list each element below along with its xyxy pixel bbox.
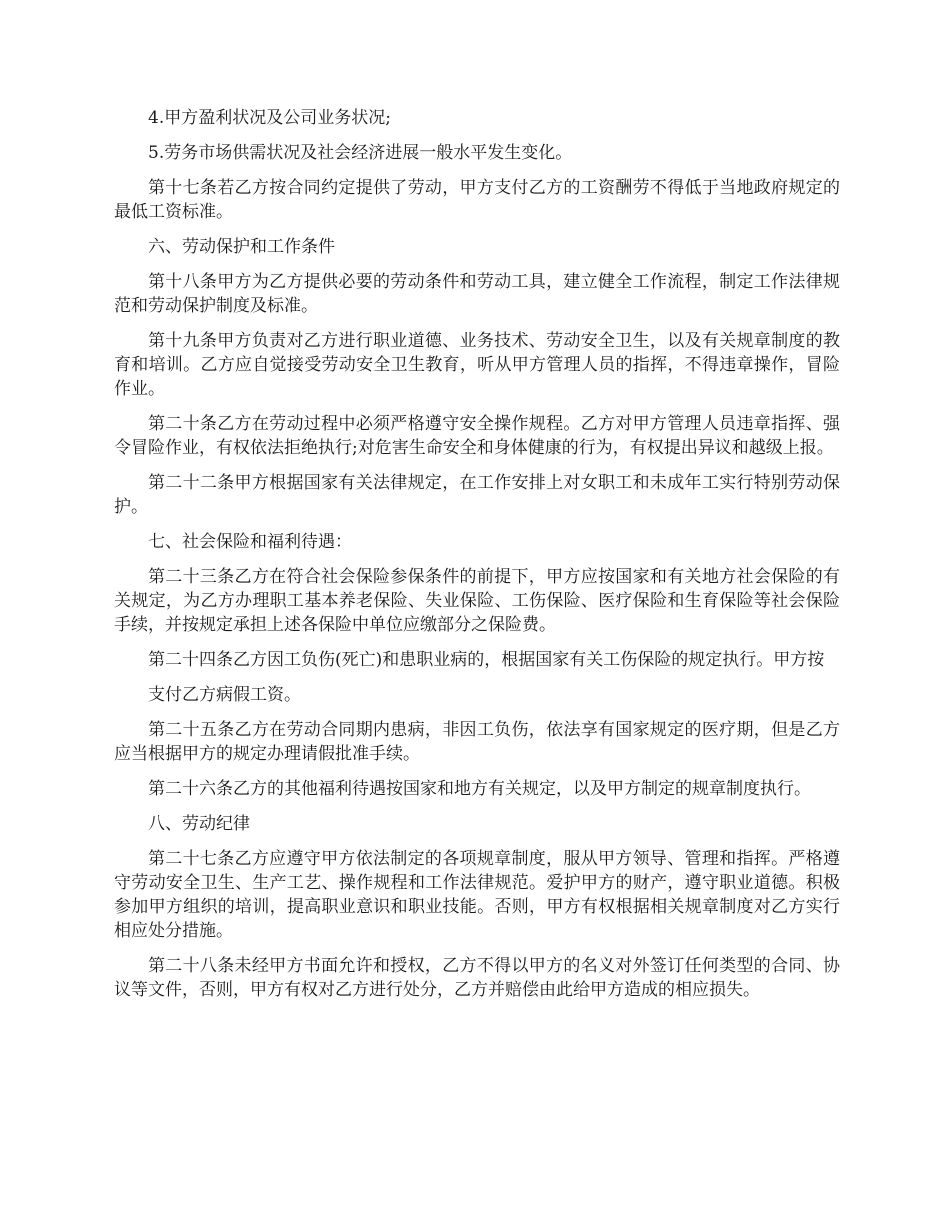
paragraph-article-18: 第十八条甲方为乙方提供必要的劳动条件和劳动工具，建立健全工作流程，制定工作法律规范和劳动保护制度及标准。 — [114, 272, 840, 316]
paragraph-income-status: 4.甲方盈利状况及公司业务状况; — [148, 108, 391, 128]
section-heading-social-insurance: 七、社会保险和福利待遇： — [148, 532, 352, 552]
section-heading-labor-discipline: 八、劳动纪律 — [148, 814, 250, 834]
paragraph-article-19: 第十九条甲方负责对乙方进行职业道德、业务技术、劳动安全卫生，以及有关规章制度的教育和培训。乙方应自觉接受劳动安全卫生教育，听从甲方管理人员的指挥，不得违章操作，冒险作业。 — [114, 331, 840, 399]
document-body — [114, 106, 840, 1013]
paragraph-sick-pay: 支付乙方病假工资。 — [148, 685, 301, 705]
paragraph-article-27: 第二十七条乙方应遵守甲方依法制定的各项规章制度，服从甲方领导、管理和指挥。严格遵守劳动安全卫生、生产工艺、操作规程和工作法律规范。爱护甲方的财产，遵守职业道德。积极参加甲方组织的培训，提高职业意识和职业技能。否则，甲方有权根据相关规章制度对乙方实行相应处分措施。 — [114, 849, 840, 941]
paragraph-article-17: 第十七条若乙方按合同约定提供了劳动，甲方支付乙方的工资酬劳不得低于当地政府规定的最低工资标准。 — [114, 178, 840, 222]
paragraph-labor-market: 5.劳务市场供需状况及社会经济进展一般水平发生变化。 — [148, 143, 573, 163]
paragraph-article-23: 第二十三条乙方在符合社会保险参保条件的前提下，甲方应按国家和有关地方社会保险的有关规定，为乙方办理职工基本养老保险、失业保险、工伤保险、医疗保险和生育保险等社会保险手续，并按规定承担上述各保险中单位应缴部分之保险费。 — [114, 567, 840, 635]
paragraph-article-28: 第二十八条未经甲方书面允许和授权，乙方不得以甲方的名义对外签订任何类型的合同、协议等文件，否则，甲方有权对乙方进行处分，乙方并赔偿由此给甲方造成的相应损失。 — [114, 956, 840, 1000]
paragraph-article-26: 第二十六条乙方的其他福利待遇按国家和地方有关规定，以及甲方制定的规章制度执行。 — [148, 779, 811, 799]
paragraph-article-20: 第二十条乙方在劳动过程中必须严格遵守安全操作规程。乙方对甲方管理人员违章指挥、强令冒险作业，有权依法拒绝执行;对危害生命安全和身体健康的行为，有权提出异议和越级上报。 — [114, 414, 840, 458]
paragraph-article-24: 第二十四条乙方因工负伤(死亡)和患职业病的，根据国家有关工伤保险的规定执行。甲方按 — [148, 650, 825, 670]
paragraph-article-22: 第二十二条甲方根据国家有关法律规定，在工作安排上对女职工和未成年工实行特别劳动保护。 — [114, 473, 840, 517]
paragraph-article-25: 第二十五条乙方在劳动合同期内患病，非因工负伤，依法享有国家规定的医疗期，但是乙方应当根据甲方的规定办理请假批准手续。 — [114, 720, 840, 764]
section-heading-labor-protection: 六、劳动保护和工作条件 — [148, 237, 335, 257]
